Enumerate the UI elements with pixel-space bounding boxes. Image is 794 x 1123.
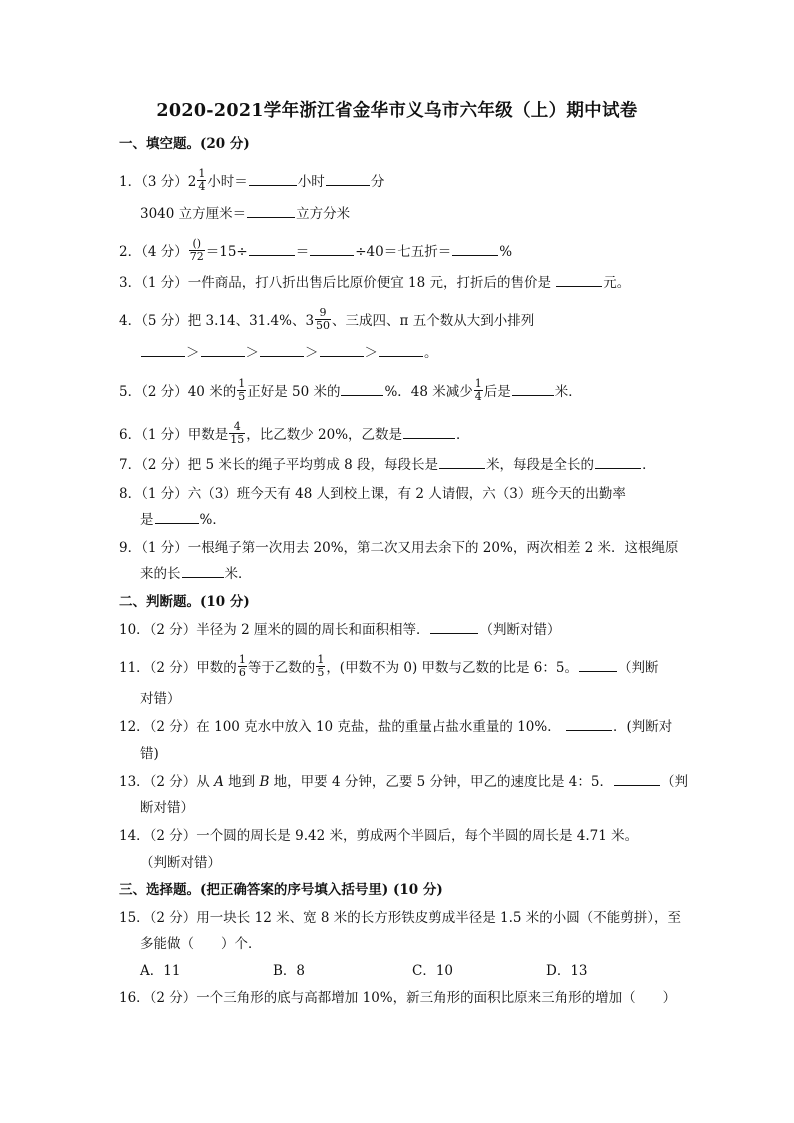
option-c[interactable]: C．10 bbox=[412, 963, 454, 979]
fraction-denominator: 15 bbox=[230, 433, 245, 446]
question-13 bbox=[119, 772, 688, 792]
q6-text: ，比乙数少 20%，乙数是 bbox=[246, 427, 403, 443]
question-4 bbox=[119, 306, 535, 332]
answer-blank[interactable] bbox=[249, 242, 295, 256]
section-fill-in-heading: 一、填空题。(20 分) bbox=[119, 136, 250, 152]
q13-text: 地到 bbox=[223, 774, 260, 790]
question-5 bbox=[119, 377, 582, 403]
q2-fraction bbox=[189, 238, 205, 263]
fraction-numerator: 1 bbox=[238, 377, 246, 390]
option-b[interactable]: B．8 bbox=[273, 963, 306, 979]
answer-blank[interactable] bbox=[566, 717, 612, 731]
option-d[interactable]: D．13 bbox=[546, 963, 588, 979]
q10-text: 10．（2 分）半径为 2 厘米的圆的周长和面积相等． bbox=[119, 622, 430, 638]
question-7 bbox=[119, 455, 656, 475]
q11-fraction-2 bbox=[316, 654, 325, 679]
fraction-numerator: 1 bbox=[317, 653, 325, 666]
q5-text: 后是 bbox=[483, 384, 511, 400]
q2-text: % bbox=[499, 244, 513, 260]
q1-text: 3040 立方厘米＝ bbox=[140, 206, 247, 222]
q6-fraction bbox=[229, 421, 245, 446]
fraction-numerator: 1 bbox=[474, 377, 482, 390]
answer-blank[interactable] bbox=[201, 343, 245, 357]
q1-text: 小时 bbox=[297, 174, 325, 190]
question-15: 15．（2 分）用一块长 12 米、宽 8 米的长方形铁皮剪成半径是 1.5 米的小圆（不能剪拼），至 bbox=[119, 910, 682, 926]
question-11-line-2: 对错） bbox=[140, 691, 181, 707]
q11-fraction-1 bbox=[238, 654, 247, 679]
question-16: 16．（2 分）一个三角形的底与高都增加 10%，新三角形的面积比原来三角形的增加（ ） bbox=[119, 990, 677, 1006]
q9-text: 来的长 bbox=[140, 566, 181, 582]
fraction-denominator: 5 bbox=[238, 390, 246, 403]
q5-fraction-1 bbox=[237, 378, 246, 403]
q8-text: %． bbox=[199, 512, 226, 528]
answer-blank[interactable] bbox=[260, 343, 304, 357]
q9-text: 米． bbox=[224, 566, 252, 582]
page-title: 2020-2021学年浙江省金华市义乌市六年级（上）期中试卷 bbox=[156, 101, 638, 121]
question-14: 14．（2 分）一个圆的周长是 9.42 米，剪成两个半圆后，每个半圆的周长是 4.71 米。 bbox=[119, 828, 639, 844]
q5-fraction-2 bbox=[474, 378, 483, 403]
greater-than-sign: ＞ bbox=[245, 345, 259, 361]
question-14-line-2: （判断对错） bbox=[140, 855, 221, 871]
question-12 bbox=[119, 717, 672, 737]
q2-text: ÷40＝七五折＝ bbox=[355, 244, 452, 260]
question-2 bbox=[119, 237, 513, 263]
fraction-denominator: 4 bbox=[198, 180, 206, 193]
question-12-line-2: 错) bbox=[140, 746, 159, 762]
fraction-numerator: 4 bbox=[233, 420, 241, 433]
q5-text: 5．（2 分）40 米的 bbox=[119, 384, 237, 400]
question-6 bbox=[119, 420, 470, 446]
q2-text: 2．（4 分） bbox=[119, 244, 188, 260]
q13-text: （判 bbox=[660, 774, 688, 790]
greater-than-sign: ＞ bbox=[186, 345, 200, 361]
question-9-line-2 bbox=[140, 564, 252, 584]
answer-blank[interactable] bbox=[341, 382, 383, 396]
answer-blank[interactable] bbox=[403, 425, 455, 439]
fraction-numerator: 9 bbox=[319, 306, 327, 319]
q4-text: 4．（5 分）把 3.14、31.4%、3 bbox=[119, 313, 315, 329]
question-8 bbox=[119, 484, 626, 504]
question-1 bbox=[119, 167, 385, 193]
q11-text: （判断 bbox=[618, 660, 659, 676]
fraction-denominator: 4 bbox=[474, 390, 482, 403]
fraction-denominator: 50 bbox=[316, 319, 331, 332]
q11-text: ，(甲数不为 0) 甲数与乙数的比是 6：5。 bbox=[326, 660, 578, 676]
q1-text: 分 bbox=[370, 174, 385, 190]
q10-text: （判断对错） bbox=[479, 622, 561, 638]
q13-text: 地，甲要 4 分钟，乙要 5 分钟，甲乙的速度比是 4：5． bbox=[269, 774, 613, 790]
question-4-line-2 bbox=[140, 343, 438, 363]
q11-text: 11．（2 分）甲数的 bbox=[119, 660, 237, 676]
section-multiple-choice-heading: 三、选择题。(把正确答案的序号填入括号里) (10 分) bbox=[119, 882, 443, 898]
answer-blank[interactable] bbox=[182, 564, 224, 578]
q1-fraction bbox=[197, 168, 206, 193]
q11-text: 等于乙数的 bbox=[247, 660, 316, 676]
q1-text: 1．（3 分）2 bbox=[119, 174, 197, 190]
q8-text: 是 bbox=[140, 512, 154, 528]
question-13-line-2: 断对错） bbox=[140, 800, 194, 816]
answer-blank[interactable] bbox=[439, 455, 485, 469]
q3-text: 元。 bbox=[603, 275, 631, 291]
q4-text: 、三成四、π 五个数从大到小排列 bbox=[332, 313, 535, 329]
q12-text: ．(判断对 bbox=[613, 719, 673, 735]
fraction-numerator: 1 bbox=[198, 167, 206, 180]
fraction-denominator: 72 bbox=[189, 250, 204, 263]
answer-blank[interactable] bbox=[320, 343, 364, 357]
section-true-false-heading: 二、判断题。(10 分) bbox=[119, 594, 250, 610]
q7-text: ． bbox=[642, 457, 656, 473]
q1-text: 立方分米 bbox=[296, 206, 351, 222]
q9-text: 9．（1 分）一根绳子第一次用去 20%，第二次又用去余下的 20%，两次相差 2 米．这根绳原 bbox=[119, 540, 679, 556]
answer-blank[interactable] bbox=[452, 242, 498, 256]
question-8-line-2 bbox=[140, 510, 226, 530]
question-11 bbox=[119, 653, 659, 679]
q5-text: 正好是 50 米的 bbox=[247, 384, 341, 400]
q1-text: 小时＝ bbox=[207, 174, 248, 190]
answer-blank[interactable] bbox=[155, 510, 199, 524]
q13-text: 13．（2 分）从 bbox=[119, 774, 215, 790]
question-1-line-2 bbox=[140, 204, 350, 224]
q2-text: ＝ bbox=[295, 244, 310, 260]
question-10 bbox=[119, 620, 560, 640]
answer-blank[interactable] bbox=[247, 204, 295, 218]
q5-text: %．48 米减少 bbox=[384, 384, 473, 400]
q8-text: 8．（1 分）六（3）班今天有 48 人到校上课，有 2 人请假，六（3）班今天的出勤率 bbox=[119, 486, 626, 502]
q3-text: 3．（1 分）一件商品，打八折出售后比原价便宜 18 元，打折后的售价是 bbox=[119, 275, 556, 291]
answer-blank[interactable] bbox=[556, 273, 602, 287]
answer-blank[interactable] bbox=[249, 172, 297, 186]
answer-blank[interactable] bbox=[141, 343, 185, 357]
question-9 bbox=[119, 538, 678, 558]
fraction-numerator[interactable]: () bbox=[192, 237, 202, 250]
q7-text: 米，每段是全长的 bbox=[486, 457, 595, 473]
q6-text: 6．（1 分）甲数是 bbox=[119, 427, 229, 443]
fraction-numerator: 1 bbox=[238, 653, 246, 666]
answer-blank[interactable] bbox=[614, 772, 660, 786]
q2-text: ＝15÷ bbox=[205, 244, 248, 260]
q4-text: 。 bbox=[424, 345, 438, 361]
question-15-line-2: 多能做（ ）个． bbox=[140, 936, 262, 952]
point-b-label: B bbox=[259, 774, 270, 790]
answer-blank[interactable] bbox=[430, 620, 478, 634]
question-3 bbox=[119, 273, 630, 293]
greater-than-sign: ＞ bbox=[305, 345, 319, 361]
q12-text: 12．（2 分）在 100 克水中放入 10 克盐，盐的重量占盐水重量的 10%． bbox=[119, 719, 561, 735]
q7-text: 7．（2 分）把 5 米长的绳子平均剪成 8 段，每段长是 bbox=[119, 457, 439, 473]
fraction-denominator: 5 bbox=[317, 666, 325, 679]
answer-blank[interactable] bbox=[379, 343, 423, 357]
answer-blank[interactable] bbox=[326, 172, 370, 186]
point-a-label: A bbox=[214, 774, 224, 790]
q4-fraction bbox=[315, 307, 331, 332]
answer-blank[interactable] bbox=[579, 658, 617, 672]
answer-blank[interactable] bbox=[595, 455, 641, 469]
q6-text: ． bbox=[456, 427, 470, 443]
option-a[interactable]: A．11 bbox=[140, 963, 181, 979]
q5-text: 米． bbox=[554, 384, 582, 400]
answer-blank[interactable] bbox=[512, 382, 554, 396]
greater-than-sign: ＞ bbox=[364, 345, 378, 361]
answer-blank[interactable] bbox=[310, 242, 354, 256]
fraction-denominator: 6 bbox=[238, 666, 246, 679]
